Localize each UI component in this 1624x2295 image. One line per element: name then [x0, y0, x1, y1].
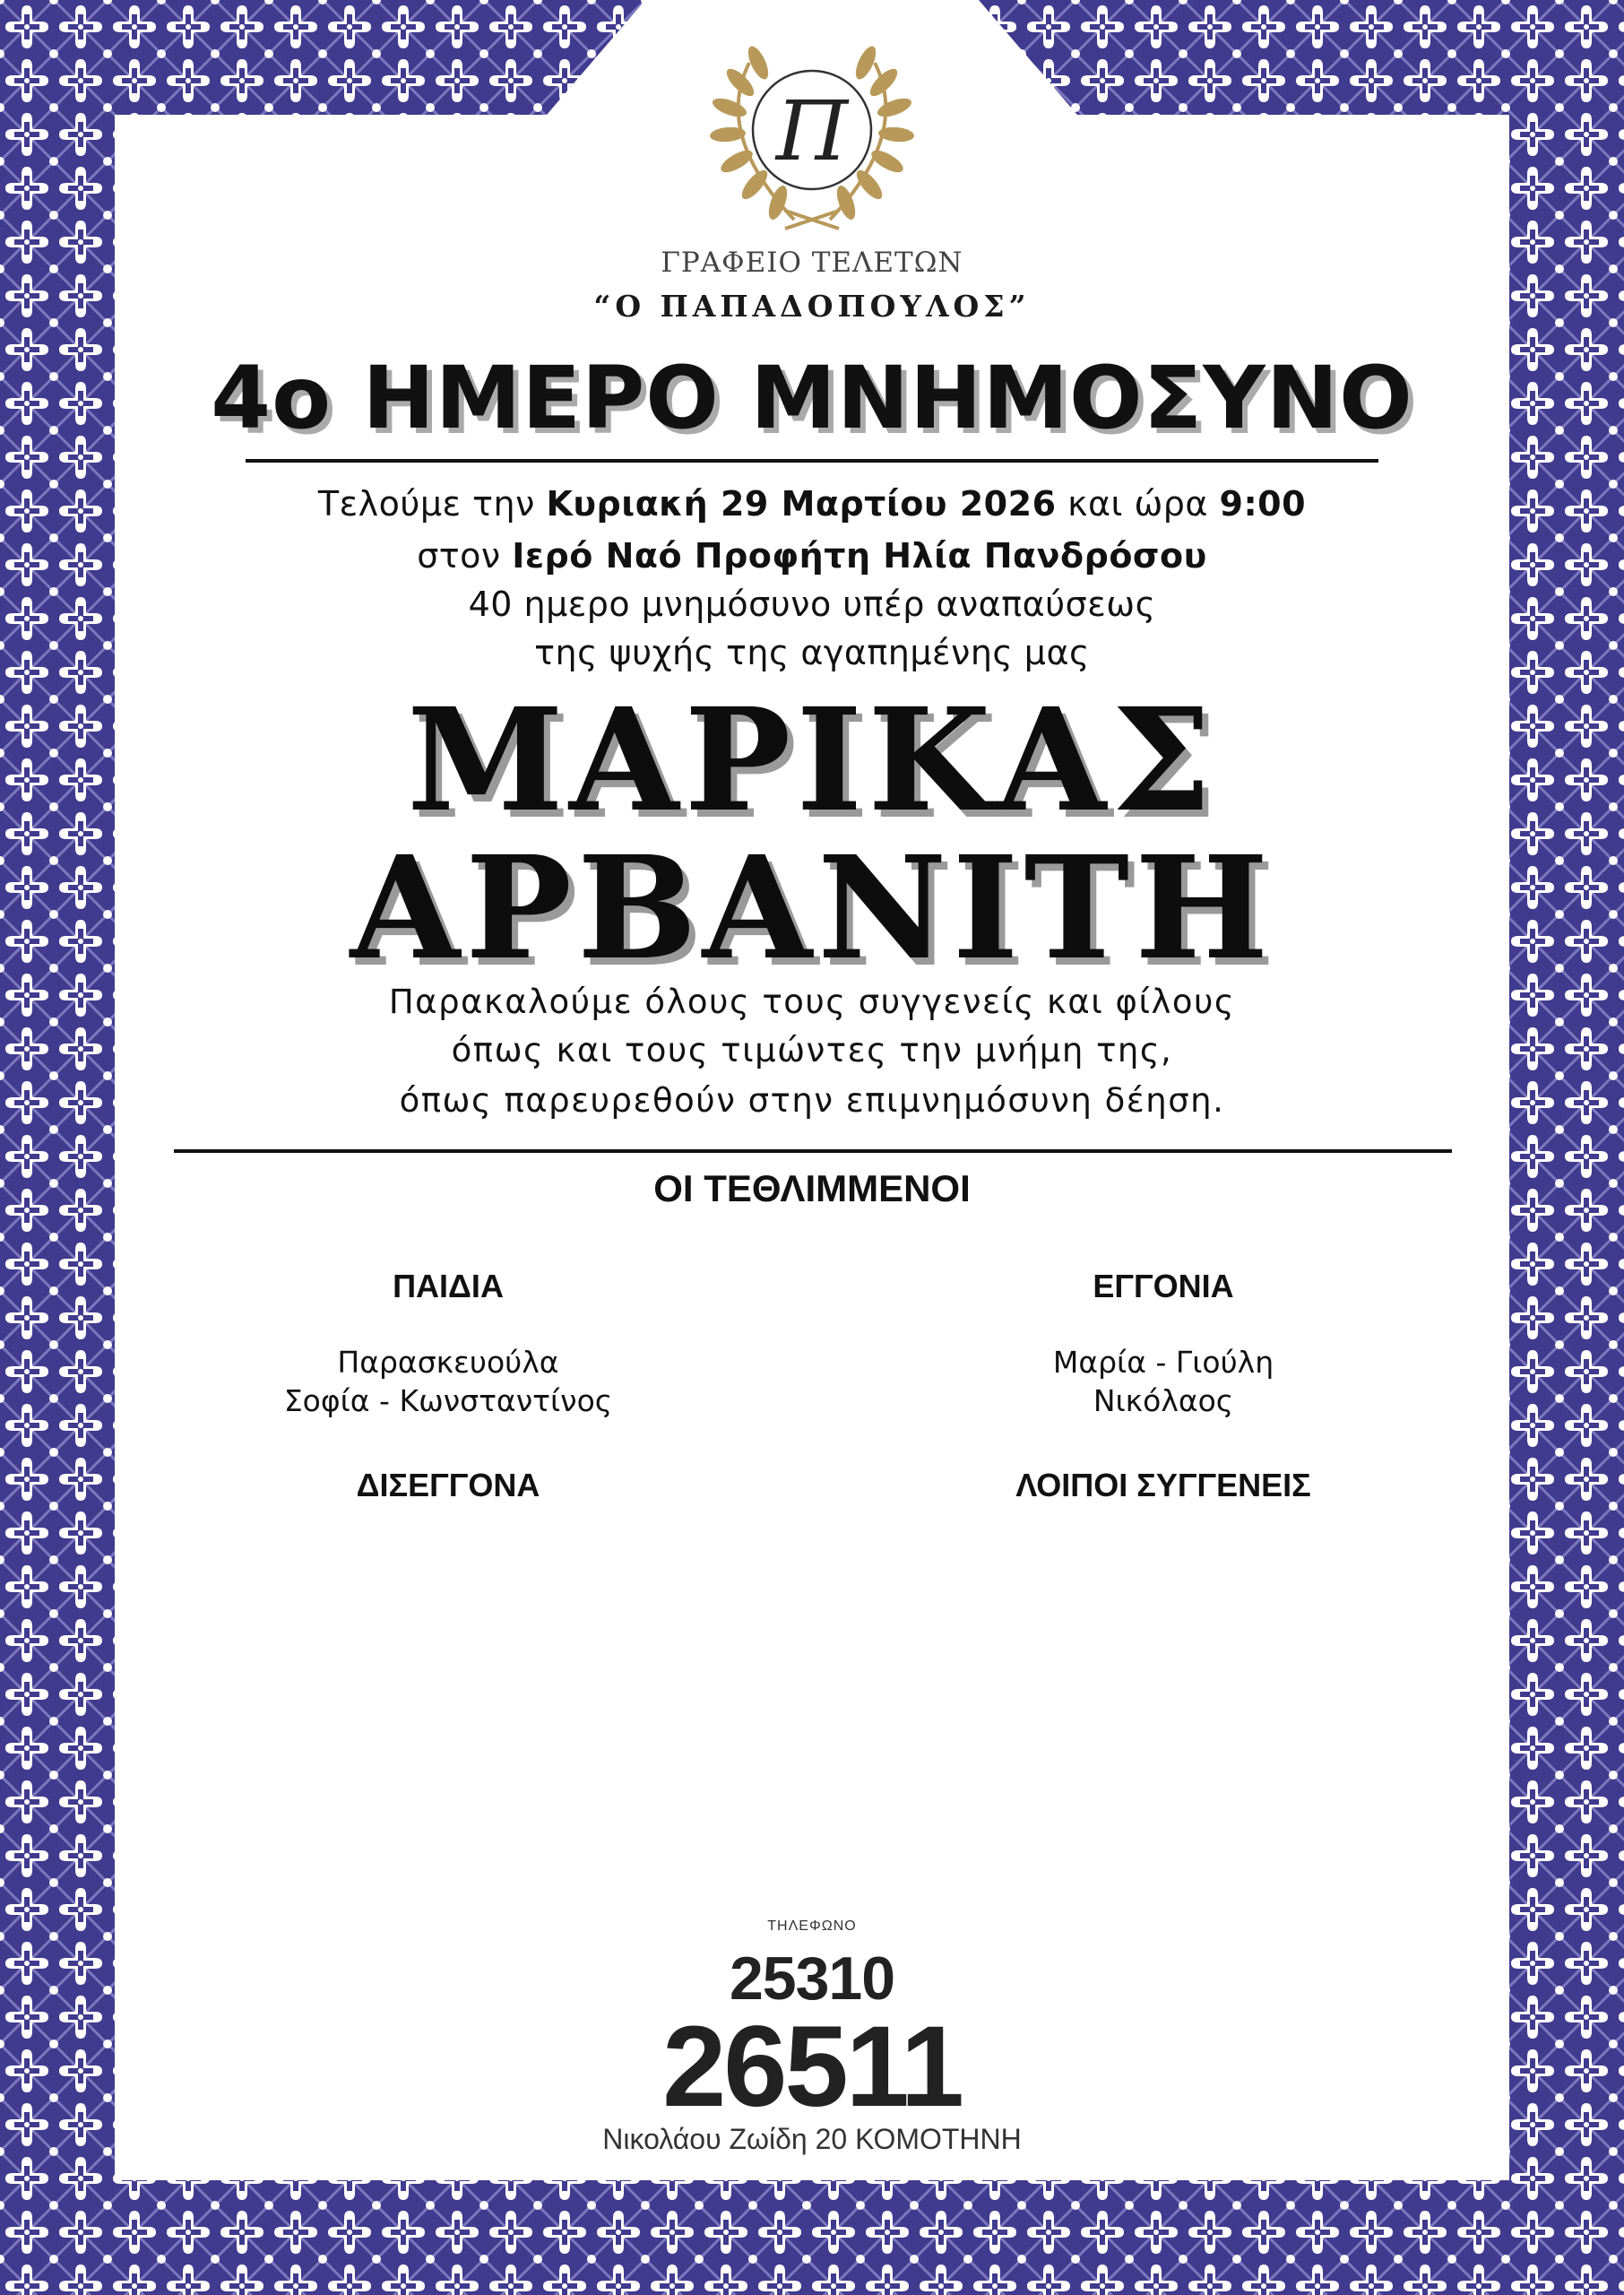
invitation-line3: όπως παρευρεθούν στην επιμνημόσυνη δέηση. [399, 1081, 1225, 1120]
other-relatives-heading: ΛΟΙΠΟΙ ΣΥΓΓΕΝΕΙΣ [1015, 1467, 1311, 1503]
mourners-title: ΟΙ ΤΕΘΛΙΜΜΕΝΟΙ [653, 1167, 971, 1209]
page-title: 4ο ΗΜΕΡΟ ΜΝΗΜΟΣΥΝΟ [211, 348, 1413, 448]
laurel-logo [695, 27, 929, 242]
invitation-line1: Παρακαλούμε όλους τους συγγενείς και φίλους [388, 983, 1236, 1021]
phone-label: ΤΗΛΕΦΩΝΟ [767, 1918, 857, 1934]
title-underline [246, 459, 1378, 463]
great-grandchildren-heading: ΔΙΣΕΓΓΟΝΑ [356, 1467, 540, 1503]
grandchildren-heading: ΕΓΓΟΝΙΑ [1093, 1268, 1234, 1304]
text-fragment: Τελούμε την [317, 484, 547, 524]
section-divider [174, 1149, 1452, 1153]
grandchildren-name-1: Μαρία - Γιούλη [1052, 1345, 1274, 1380]
children-name-2: Σοφία - Κωνσταντίνος [283, 1383, 613, 1418]
church-name: Ιερό Ναό Προφήτη Ηλία Πανδρόσου [512, 536, 1207, 576]
company-name-line1: ΓΡΑΦΕΙΟ ΤΕΛΕΤΩΝ [661, 247, 963, 279]
text-fragment: και ώρα [1056, 484, 1220, 524]
announcement-line2 [0, 536, 1624, 576]
logo-letter: Π [775, 83, 849, 179]
invitation-line2: όπως και τους τιμώντες την μνήμη της, [451, 1031, 1173, 1070]
phone-number: 26511 [662, 2003, 962, 2131]
phone-area-code: 25310 [729, 1944, 895, 2013]
text-fragment: στον [417, 536, 513, 576]
service-time: 9:00 [1219, 484, 1307, 524]
announcement-line3: 40 ημερο μνημόσυνο υπέρ αναπαύσεως [468, 585, 1156, 624]
children-name-1: Παρασκευούλα [337, 1345, 559, 1380]
deceased-first-name: ΜΑΡΙΚΑΣ [407, 678, 1217, 844]
grandchildren-name-2: Νικόλαος [1093, 1383, 1234, 1418]
company-address: Νικολάου Ζωίδη 20 ΚΟΜΟΤΗΝΗ [602, 2123, 1022, 2155]
company-name-line2: “Ο ΠΑΠΑΔΟΠΟΥΛΟΣ” [593, 289, 1031, 324]
children-heading: ΠΑΙΔΙΑ [393, 1268, 504, 1304]
announcement-line1 [0, 484, 1624, 524]
service-date: Κυριακή 29 Μαρτίου 2026 [546, 484, 1057, 524]
announcement-line4: της ψυχής της αγαπημένης μας [534, 633, 1090, 672]
deceased-last-name: ΑΡΒΑΝΙΤΗ [350, 826, 1274, 992]
